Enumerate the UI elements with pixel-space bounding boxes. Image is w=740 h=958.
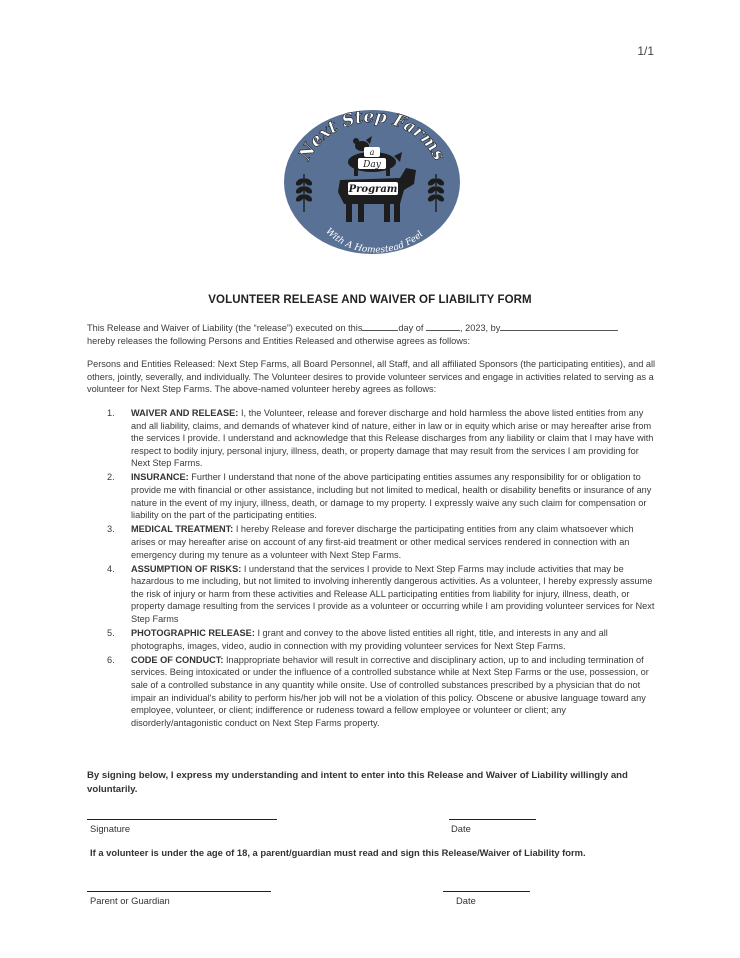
logo-day-label xyxy=(358,158,386,170)
clause-heading: ASSUMPTION OF RISKS: xyxy=(131,563,242,574)
logo-brand-text: Next Step Farms xyxy=(295,108,449,164)
page-number: 1/1 xyxy=(637,44,654,58)
guardian-date-line[interactable] xyxy=(443,891,530,892)
svg-text:Program: Program xyxy=(348,184,398,195)
guardian-label: Parent or Guardian xyxy=(90,895,170,906)
signature-label: Signature xyxy=(90,823,131,834)
day-blank[interactable] xyxy=(362,321,398,331)
clause-heading: INSURANCE: xyxy=(131,472,189,483)
logo-a-label xyxy=(364,147,380,157)
clause-item: 3. MEDICAL TREATMENT: I hereby Release and forever discharge the participating entities from any claim whatsoever which arises or may hereafter arise on account of any first-aid treatment or other medical services rendered in connection with an emergency during my tenure as a volunteer with Next Step Farms. xyxy=(107,524,634,560)
minor-statement: If a volunteer is under the age of 18, a parent/guardian must read and sign this Release/Waiver of Liability form. xyxy=(90,847,586,858)
clause-item: 5. PHOTOGRAPHIC RELEASE: I grant and convey to the above listed entities all right, title, and interests in any and all photographs, images, video, audio in connection with my providing volunteer services for Next Step Farms. xyxy=(107,628,608,651)
logo-program-label xyxy=(348,182,398,195)
clause-item: 1. WAIVER AND RELEASE: I, the Volunteer, release and forever discharge and hold harmless the above listed entities from any and all liability, claims, and demands of whatever kind of nature, either in law or in equity which arise or may hereafter arise from the services I provide. I understand and acknowledge that this Release discharges from any liability or claim that I may have with respect to bodily injury, personal injury, illness, death, or property damage that may result from the services I am providing for Next Step Farms. xyxy=(107,408,654,469)
signature-line[interactable] xyxy=(87,819,277,820)
clause-text: I understand that the services I provide to Next Step Farms may include activities that may be hazardous to me including, but not limited to involving inherently dangerous activities. As a volunteer, I hereby expressly assume the risk of injury or harm from these activities and Release ALL participating entities from liability for injury, illness, death, or property damage resulting from the services I provide as a volunteer or occurring while I am providing volunteer services for Next Step Farms xyxy=(131,563,655,624)
logo-tagline-text: With A Homestead Feel xyxy=(323,226,426,256)
volunteer-name-blank[interactable] xyxy=(500,321,618,331)
date-line[interactable] xyxy=(449,819,536,820)
clause-item: 6. CODE OF CONDUCT: Inappropriate behavior will result in corrective and disciplinary action, up to and including termination of services. Being intoxicated or under the influence of a controlled substance while at Next Step Farms or the use, possession, or sale of a controlled substance in any quantity while onsite. Use of controlled substances prescribed by a physician that do not impair an individual's ability to perform his/her job will not be a violation of this policy. Obscene or abusive language toward any employee, volunteer, or client; indifference or rudeness toward a fellow employee or volunteer or client; any disorderly/antagonistic conduct on Next Step Farms property. xyxy=(107,654,649,728)
guardian-date-label: Date xyxy=(456,895,476,906)
farm-logo xyxy=(282,108,462,256)
clause-text: Further I understand that none of the above participating entities assumes any responsibility for or obligation to provide me with financial or other assistance, including but not limited to medical, health or disability benefits or insurance of any nature in the event of my injury, illness, death, or damage to my property. I expressly waive any such claim for compensation or liability on the part of the participating entities. xyxy=(131,472,652,521)
intro-text-d: hereby releases the following Persons and Entities Released and otherwise agrees as follows: xyxy=(87,335,471,346)
date-label: Date xyxy=(451,823,471,834)
intro-text-b: day of xyxy=(398,323,424,333)
clause-text: I grant and convey to the above listed entities all right, title, and interests in any and all photographs, images, video, audio in connection with my providing volunteer services for Next Step Farms. xyxy=(131,628,608,651)
clause-text: I hereby Release and forever discharge the participating entities from any claim whatsoever which arises or may hereafter arise on account of any first-aid treatment or other medical services rendered in connection with an emergency during my tenure as a volunteer with Next Step Farms. xyxy=(131,524,634,560)
clause-text: I, the Volunteer, release and forever discharge and hold harmless the above listed entities from any and all liability, claims, and demands of whatever kind of nature, either in law or in equity which arise or may hereafter arise from the services I provide. I understand and acknowledge that this Release discharges from any liability or claim that I may have with respect to bodily injury, personal injury, illness, death, or property damage that may result from the services I am providing for Next Step Farms. xyxy=(131,408,654,469)
clause-heading: WAIVER AND RELEASE: xyxy=(131,408,239,418)
clause-heading: MEDICAL TREATMENT: xyxy=(131,524,234,535)
clause-heading: CODE OF CONDUCT: xyxy=(131,654,224,665)
clause-list xyxy=(107,407,657,731)
clause-heading: PHOTOGRAPHIC RELEASE: xyxy=(131,628,255,639)
signing-statement: By signing below, I express my understanding and intent to enter into this Release and Waiver of Liability willingly and voluntarily. xyxy=(87,770,628,795)
clause-text: Inappropriate behavior will result in corrective and disciplinary action, up to and including termination of services. Being intoxicated or under the influence of a controlled substance while at Next Step Farms or the use, possession, or sale of a controlled substance in any quantity while onsite. Use of controlled substances prescribed by a physician that do not impair an individual's ability to perform his/her job will not be a violation of this policy. Obscene or abusive language toward any employee, volunteer, or client; indifference or rudeness toward a fellow employee or volunteer or client; any disorderly/antagonistic conduct on Next Step Farms property. xyxy=(131,654,649,728)
clause-item: 2. INSURANCE: Further I understand that none of the above participating entities assumes any responsibility for or obligation to provide me with financial or other assistance, including but not limited to medical, health or disability benefits or insurance of any nature in the event of my injury, illness, death, or damage to my property. I expressly waive any such claim for compensation or liability on the part of the participating entities. xyxy=(107,472,652,521)
svg-text:a: a xyxy=(369,148,375,157)
intro-text-a: This Release and Waiver of Liability (the “release”) executed on this xyxy=(87,323,363,333)
intro-text-c: , 2023, by xyxy=(460,323,501,333)
svg-text:Day: Day xyxy=(363,160,381,170)
guardian-signature-line[interactable] xyxy=(87,891,271,892)
released-entities-paragraph: Persons and Entities Released: Next Step Farms, all Board Personnel, all Staff, and all affiliated Sponsors (the participating entities), and all others, jointly, severally, and individually. The Volunteer desires to provide volunteer services and engage in activities related to serving as a volunteer for Next Step Farms. The above-named volunteer hereby agrees as follows: xyxy=(87,359,656,395)
form-title: VOLUNTEER RELEASE AND WAIVER OF LIABILITY FORM xyxy=(208,294,532,306)
month-blank[interactable] xyxy=(426,321,460,331)
intro-paragraph xyxy=(87,321,657,347)
clause-item: 4. ASSUMPTION OF RISKS: I understand that the services I provide to Next Step Farms may include activities that may be hazardous to me including, but not limited to involving inherently dangerous activities. As a volunteer, I hereby expressly assume the risk of injury or harm from these activities and Release ALL participating entities from liability for injury, illness, death, or property damage resulting from the services I provide as a volunteer or occurring while I am providing volunteer services for Next Step Farms xyxy=(107,563,655,624)
